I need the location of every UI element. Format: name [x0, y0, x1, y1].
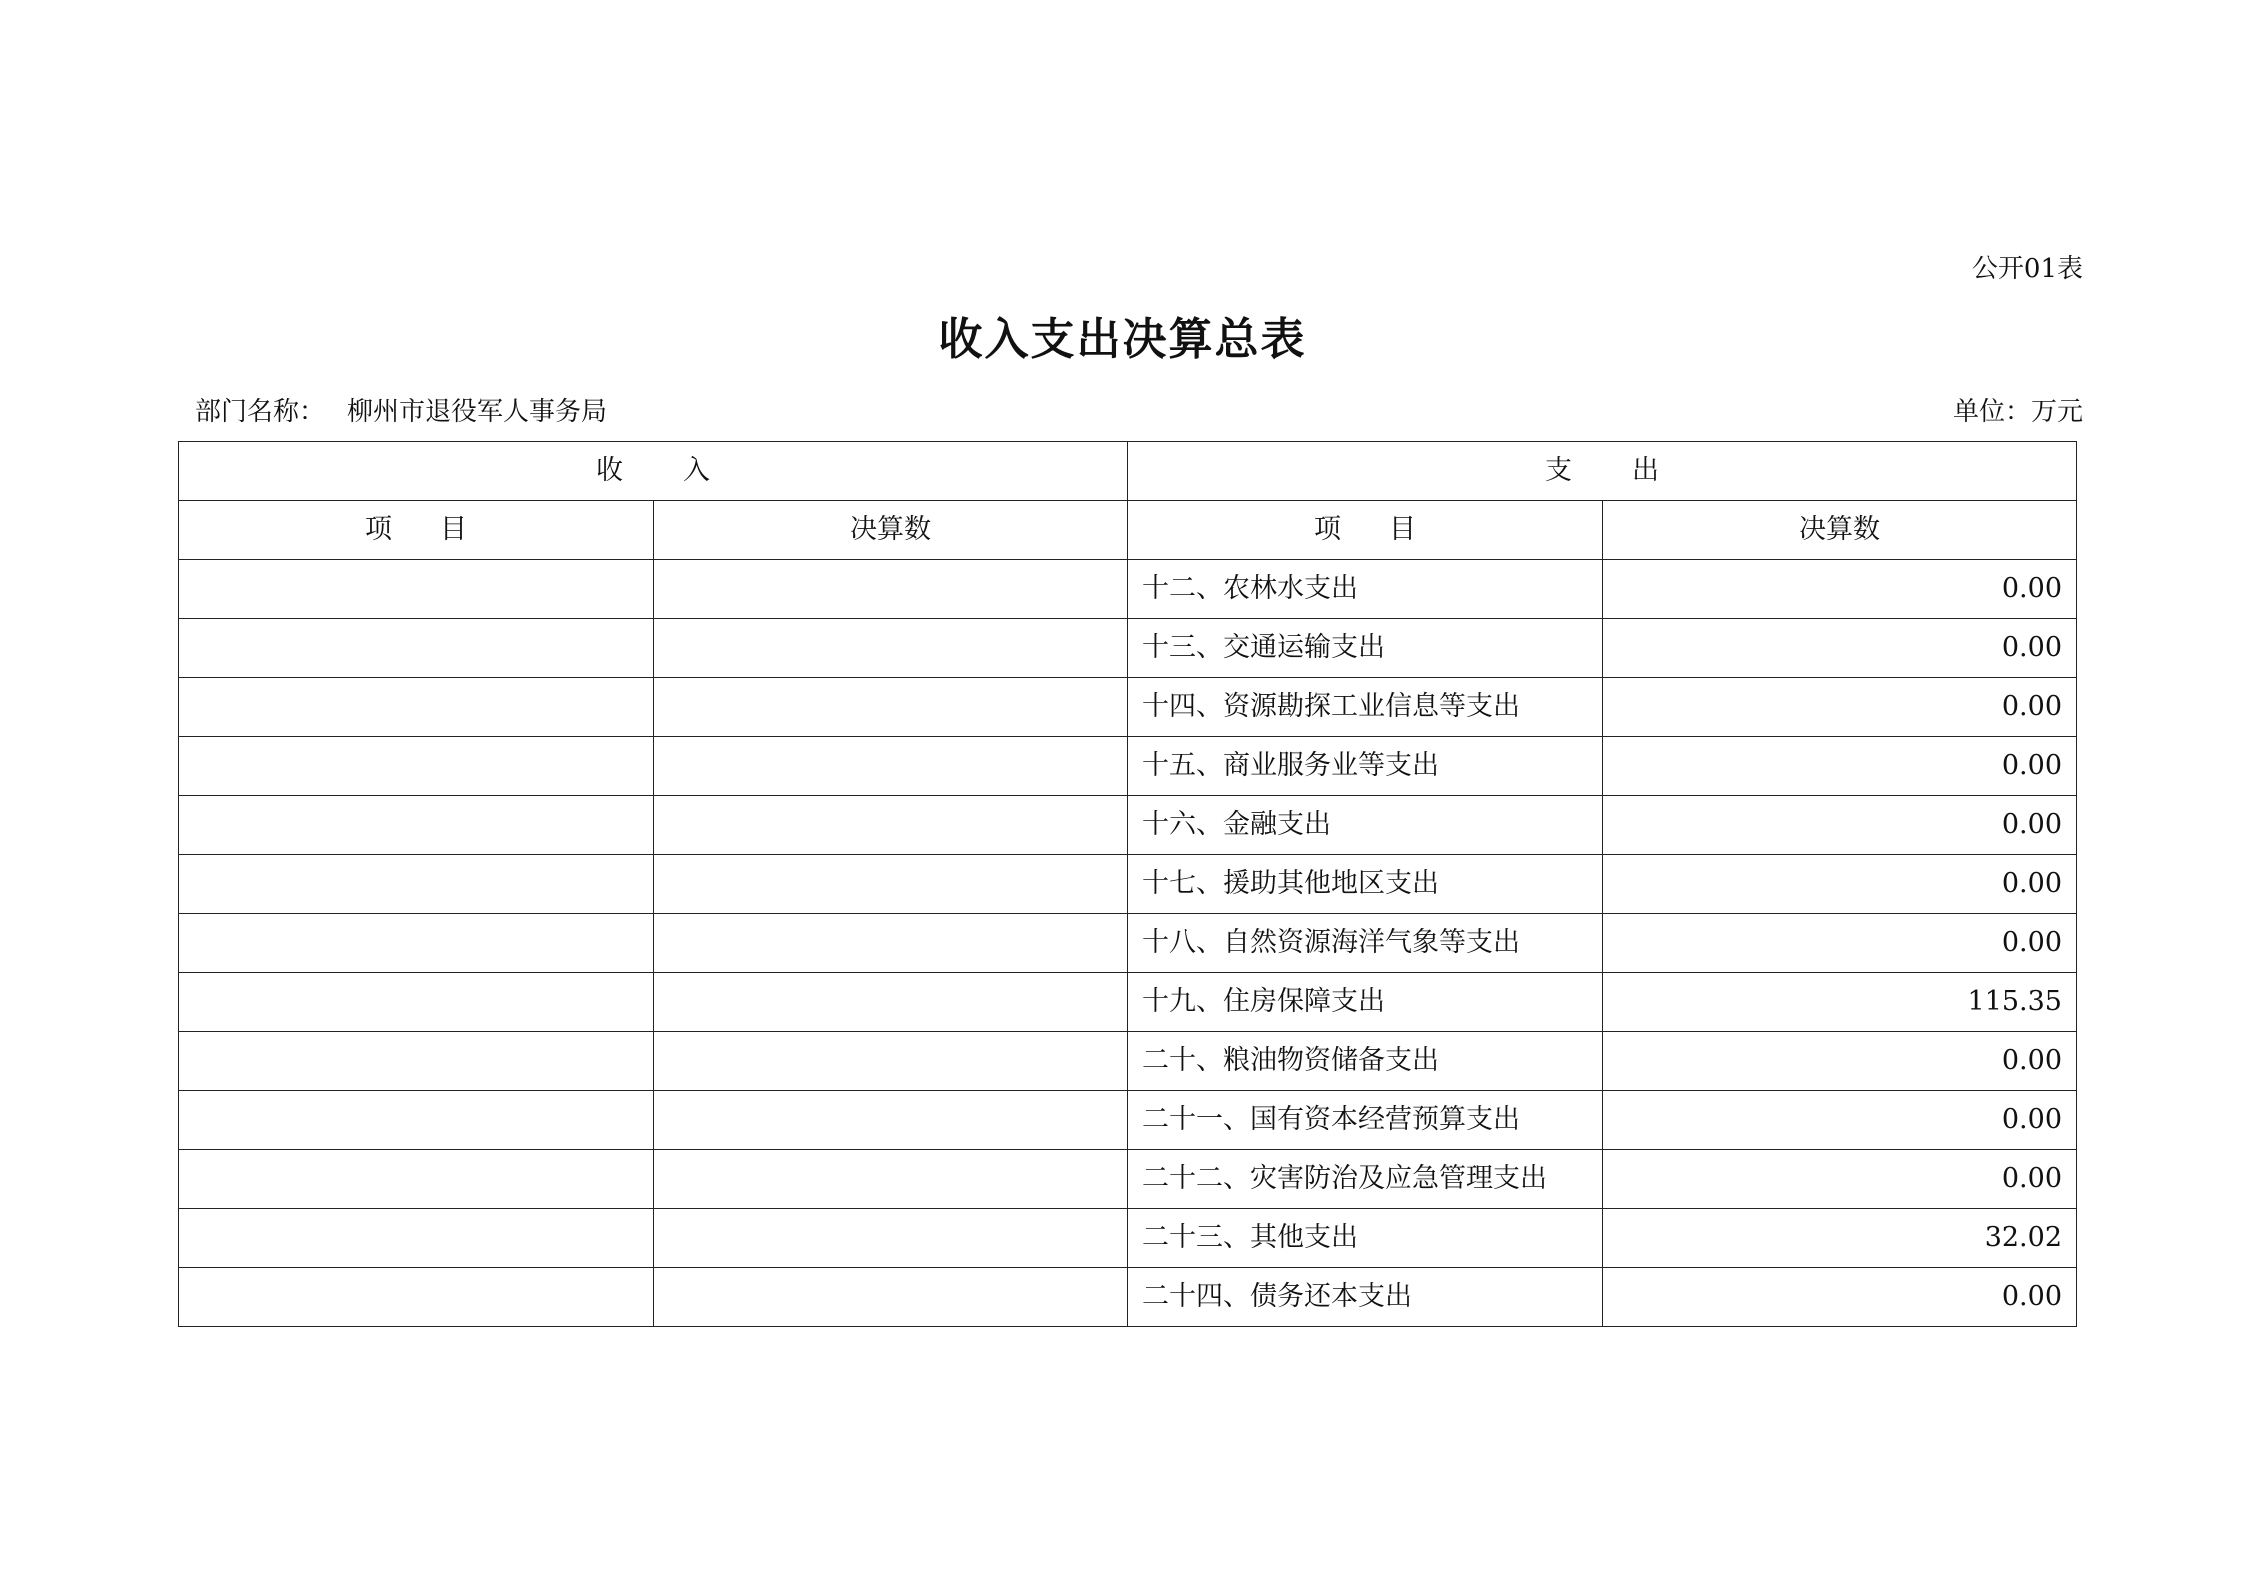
- expense-amount-cell: 0.00: [1603, 1091, 2077, 1150]
- expense-item-cell: 十四、资源勘探工业信息等支出: [1128, 678, 1603, 737]
- table-row: [179, 973, 2077, 1032]
- table-row: [179, 678, 2077, 737]
- income-amount-header: 决算数: [654, 501, 1128, 560]
- income-item-cell: [179, 737, 654, 796]
- income-item-cell: [179, 619, 654, 678]
- expense-section-header: 支出: [1128, 442, 2077, 501]
- income-amount-cell: [654, 678, 1128, 737]
- table-row: [179, 1032, 2077, 1091]
- form-code: 公开01表: [1971, 254, 2083, 284]
- expense-item-cell: 十三、交通运输支出: [1128, 619, 1603, 678]
- expense-amount-cell: 0.00: [1603, 914, 2077, 973]
- income-amount-cell: [654, 796, 1128, 855]
- income-amount-cell: [654, 1150, 1128, 1209]
- expense-item-cell: 十五、商业服务业等支出: [1128, 737, 1603, 796]
- expense-amount-cell: 32.02: [1603, 1209, 2077, 1268]
- expense-amount-cell: 0.00: [1603, 1032, 2077, 1091]
- income-amount-cell: [654, 1032, 1128, 1091]
- table-row: [179, 1209, 2077, 1268]
- table-row: [179, 737, 2077, 796]
- income-item-header: 项目: [179, 501, 654, 560]
- table-row: [179, 796, 2077, 855]
- income-amount-cell: [654, 1268, 1128, 1327]
- table-row: [179, 619, 2077, 678]
- income-item-cell: [179, 855, 654, 914]
- income-amount-cell: [654, 1091, 1128, 1150]
- table-row: [179, 914, 2077, 973]
- department-name: 柳州市退役军人事务局: [347, 397, 608, 427]
- income-item-cell: [179, 1268, 654, 1327]
- table-row: [179, 560, 2077, 619]
- income-expense-table: [178, 441, 2077, 1327]
- income-amount-cell: [654, 973, 1128, 1032]
- expense-item-cell: 二十四、债务还本支出: [1128, 1268, 1603, 1327]
- expense-amount-header: 决算数: [1603, 501, 2077, 560]
- expense-amount-cell: 0.00: [1603, 619, 2077, 678]
- department-line: [195, 394, 607, 430]
- expense-item-cell: 十六、金融支出: [1128, 796, 1603, 855]
- income-amount-cell: [654, 619, 1128, 678]
- income-item-cell: [179, 1091, 654, 1150]
- column-header-row: [179, 501, 2077, 560]
- income-item-cell: [179, 1209, 654, 1268]
- expense-amount-cell: 0.00: [1603, 737, 2077, 796]
- table-body: [179, 442, 2077, 1327]
- income-amount-cell: [654, 914, 1128, 973]
- expense-item-cell: 二十、粮油物资储备支出: [1128, 1032, 1603, 1091]
- income-amount-cell: [654, 1209, 1128, 1268]
- expense-amount-cell: 0.00: [1603, 1150, 2077, 1209]
- expense-amount-cell: 115.35: [1603, 973, 2077, 1032]
- expense-item-cell: 十七、援助其他地区支出: [1128, 855, 1603, 914]
- table-row: [179, 1268, 2077, 1327]
- income-item-cell: [179, 678, 654, 737]
- table-row: [179, 1150, 2077, 1209]
- income-item-cell: [179, 560, 654, 619]
- unit-label: 单位：万元: [1952, 397, 2083, 427]
- expense-item-cell: 二十三、其他支出: [1128, 1209, 1603, 1268]
- income-item-cell: [179, 973, 654, 1032]
- section-header-row: [179, 442, 2077, 501]
- income-item-cell: [179, 1150, 654, 1209]
- expense-item-cell: 二十二、灾害防治及应急管理支出: [1128, 1150, 1603, 1209]
- expense-amount-cell: 0.00: [1603, 855, 2077, 914]
- expense-item-cell: 二十一、国有资本经营预算支出: [1128, 1091, 1603, 1150]
- table-row: [179, 855, 2077, 914]
- income-item-cell: [179, 1032, 654, 1091]
- expense-amount-cell: 0.00: [1603, 1268, 2077, 1327]
- income-item-cell: [179, 796, 654, 855]
- expense-item-header: 项目: [1128, 501, 1603, 560]
- table-row: [179, 1091, 2077, 1150]
- income-section-header: 收入: [179, 442, 1128, 501]
- income-amount-cell: [654, 855, 1128, 914]
- expense-amount-cell: 0.00: [1603, 560, 2077, 619]
- expense-item-cell: 十二、农林水支出: [1128, 560, 1603, 619]
- income-amount-cell: [654, 737, 1128, 796]
- expense-amount-cell: 0.00: [1603, 796, 2077, 855]
- expense-amount-cell: 0.00: [1603, 678, 2077, 737]
- department-label: 部门名称：: [195, 397, 326, 427]
- income-item-cell: [179, 914, 654, 973]
- expense-item-cell: 十八、自然资源海洋气象等支出: [1128, 914, 1603, 973]
- page-title: 收入支出决算总表: [938, 314, 1307, 365]
- expense-item-cell: 十九、住房保障支出: [1128, 973, 1603, 1032]
- income-amount-cell: [654, 560, 1128, 619]
